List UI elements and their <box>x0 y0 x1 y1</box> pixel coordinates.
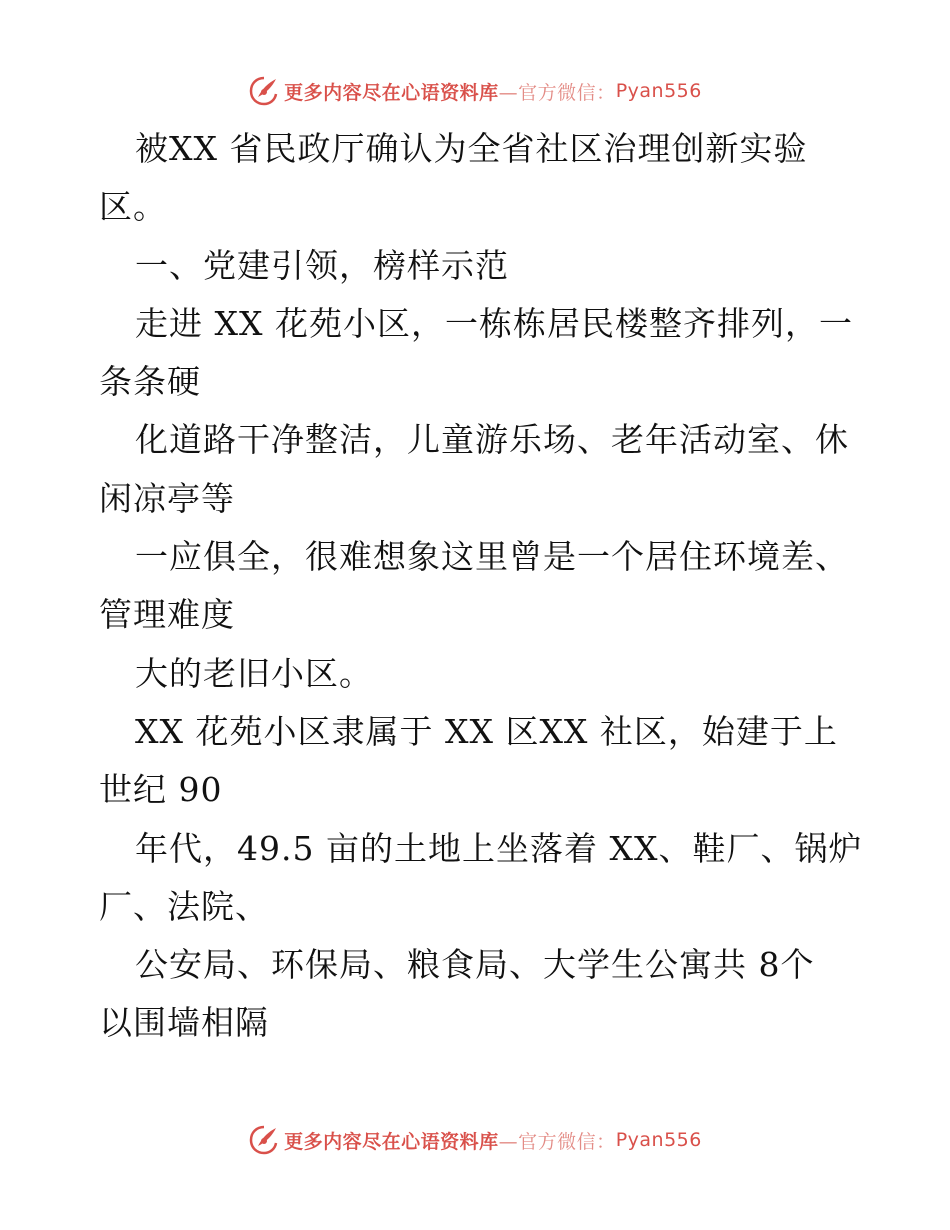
text-line: 条条硬 <box>99 362 201 402</box>
text-line: 公安局、环保局、粮食局、大学生公寓共 8个 <box>135 945 815 985</box>
document-body <box>99 120 863 1053</box>
text-line: 闲凉亭等 <box>99 478 235 518</box>
watermark-side-text: —官方微信： <box>498 81 616 104</box>
feather-pen-swirl-icon <box>248 1124 280 1156</box>
text-line: 年代，49.5 亩的土地上坐落着 XX、鞋厂、锅炉 <box>135 828 863 868</box>
text-line: 管理难度 <box>99 595 235 635</box>
text-line: 一应俱全，很难想象这里曾是一个居住环境差、 <box>135 537 849 577</box>
watermark-wechat-id: Pyan556 <box>615 80 702 102</box>
footer-watermark <box>0 1123 950 1157</box>
text-line: 以围墙相隔 <box>99 1003 269 1043</box>
text-line: 世纪 90 <box>99 770 223 810</box>
feather-pen-swirl-icon <box>248 75 280 107</box>
text-line: XX 花苑小区隶属于 XX 区XX 社区，始建于上 <box>135 711 838 751</box>
text-line: 一、党建引领，榜样示范 <box>135 245 509 285</box>
text-line: 走进 XX 花苑小区，一栋栋居民楼整齐排列，一 <box>135 303 853 343</box>
text-line: 被XX 省民政厅确认为全省社区治理创新实验 <box>135 129 808 168</box>
header-watermark <box>0 74 950 108</box>
text-line: 化道路干净整洁，儿童游乐场、老年活动室、休 <box>135 420 849 460</box>
text-line: 大的老旧小区。 <box>135 653 373 693</box>
watermark-main-text: 更多内容尽在心语资料库 <box>284 1130 499 1153</box>
text-line: 厂、法院、 <box>99 886 269 926</box>
text-line: 区。 <box>99 187 167 227</box>
watermark-wechat-id: Pyan556 <box>615 1129 702 1151</box>
watermark-side-text: —官方微信： <box>498 1130 616 1153</box>
watermark-main-text: 更多内容尽在心语资料库 <box>284 81 499 104</box>
